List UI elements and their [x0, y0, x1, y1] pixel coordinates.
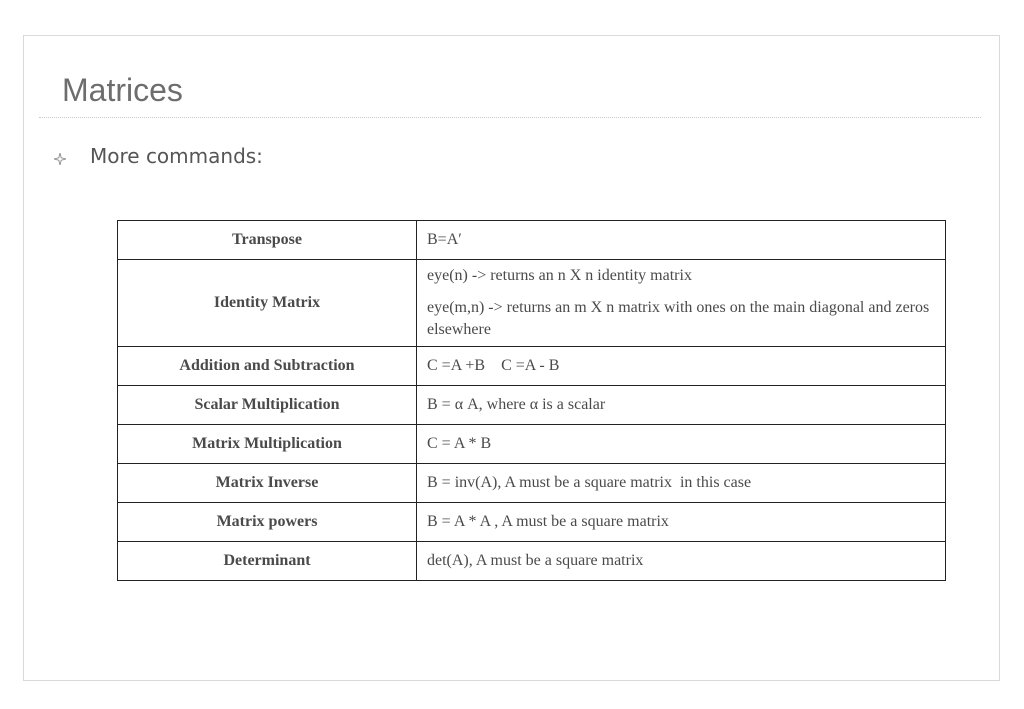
- title-divider: [39, 117, 981, 118]
- description-line: eye(m,n) -> returns an m X n matrix with ones on the main diagonal and zeros elsewhere: [427, 299, 930, 338]
- description-line: B = A * A , A must be a square matrix: [427, 513, 669, 530]
- command-name: Transpose: [118, 221, 417, 260]
- bullet-item: [54, 144, 263, 168]
- table-row: [118, 221, 946, 260]
- command-description: [417, 347, 946, 386]
- table-row: [118, 347, 946, 386]
- command-description: [417, 464, 946, 503]
- description-line: B = inv(A), A must be a square matrix in this case: [427, 474, 752, 491]
- command-name: Identity Matrix: [118, 260, 417, 347]
- description-line: C =A +B C =A - B: [427, 357, 560, 374]
- description-line: C = A * B: [427, 435, 492, 452]
- slide-title: Matrices: [62, 72, 183, 108]
- slide: [23, 35, 1000, 681]
- command-description: [417, 386, 946, 425]
- description-line: B = α A, where α is a scalar: [427, 396, 606, 413]
- command-name: Matrix Multiplication: [118, 425, 417, 464]
- table-row: [118, 503, 946, 542]
- command-name: Scalar Multiplication: [118, 386, 417, 425]
- command-description: [417, 221, 946, 260]
- commands-table: [117, 220, 946, 581]
- description-line: det(A), A must be a square matrix: [427, 552, 644, 569]
- table-row: [118, 386, 946, 425]
- table-row: [118, 260, 946, 347]
- table-row: [118, 542, 946, 581]
- command-description: [417, 542, 946, 581]
- description-line: eye(n) -> returns an n X n identity matrix: [427, 267, 692, 284]
- command-name: Addition and Subtraction: [118, 347, 417, 386]
- command-description: [417, 503, 946, 542]
- bullet-text: More commands:: [90, 144, 263, 168]
- table-row: [118, 425, 946, 464]
- command-description: [417, 260, 946, 347]
- command-name: Determinant: [118, 542, 417, 581]
- command-name: Matrix Inverse: [118, 464, 417, 503]
- command-description: [417, 425, 946, 464]
- table-row: [118, 464, 946, 503]
- description-line: B=A′: [427, 231, 462, 248]
- diamond-sparkle-icon: [54, 152, 66, 164]
- command-name: Matrix powers: [118, 503, 417, 542]
